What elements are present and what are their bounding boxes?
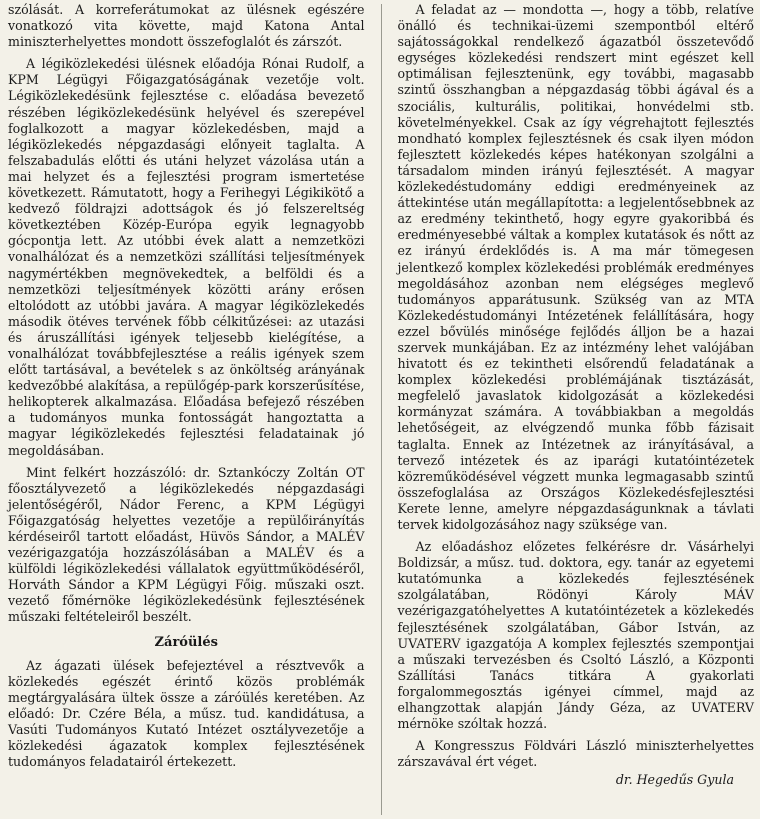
two-column-layout (8, 2, 754, 819)
paragraph-task-statement: A feladat az — mondotta —, hogy a több, relatíve önálló és technikai-üzemi szempontból eltérő sajátosságokkal rendelkező ágazatból összetevődő egységes közlekedési rendszert mint egészet kell optimálisan fejlesztenünk, egy további, magasabb szintű összhangban a népgazdaság többi ágával és a szociális, kulturális, politikai, honvédelmi stb. követelményekkel. Csak az így végrehajtott fejlesztés mondható komplex fejlesztésnek és csak ilyen módon fejlesztett közlekedés képes hatékonyan szolgálni a társadalom minden irányú fejlesztését. A magyar közlekedéstudomány eddigi eredményeinek az áttekintése után megállapította: a legjelentősebbnek az az eredmény tekinthető, hogy egyre gyakoribbá és eredményesebbé váltak a komplex kutatások és nőtt az ez irányú érdeklődés is. A ma már tömegesen jelentkező komplex közlekedési problémák eredményes megoldásához azonban nem elégséges meglevő tudományos apparátusunk. Szükség van az MTA Közlekedéstudományi Intézetének felállítására, hogy ezzel bővülés minősége fejlődés álljon be a hazai szervek munkájában. Ez az intézmény lehet valójában hivatott és ez tekintheti elsőrendű feladatának a komplex közlekedési problémájának tisztázását, megfelelő javaslatok kidolgozását a közlekedési kormányzat számára. A továbbiakban a megoldás lehetőségeit, az elvégzendő munka főbb fázisait taglalta. Ennek az Intézetnek az irányításával, a tervező intézetek és az iparági kutatóintézetek közreműködésével végzett munka legmagasabb szintű összefoglalása az Országos Közlekedésfejlesztési Kerete lenne, amelyre népgazdaságunknak a távlati tervek kidolgozásához nagy szüksége van. (397, 2, 754, 532)
author-signature: dr. Hegedűs Gyula (615, 772, 734, 788)
paragraph-air-transport-session: A légiközlekedési ülésnek előadója Rónai Rudolf, a KPM Légügyi Főigazgatóságának vezetője volt. Légiközlekedésünk fejlesztése c. előadása bevezető részében légiközlekedésünk helyével és szerepével foglalkozott a magyar közlekedésben, majd a légiközlekedés népgazdasági előnyeit taglalta. A felszabadulás előtti és utáni helyzet vázolása után a mai helyzet és a fejlesztési program ismertetése következett. Rámutatott, hogy a Ferihegyi Légikikötő a kedvező földrajzi adottságok és jó felszereltség következtében Közép-Európa egyik legnagyobb gócpontja lett. Az utóbbi évek alatt a nemzetközi vonalhálózat és a nemzetközi szállítási teljesítmények nagymértékben megnövekedtek, a belföldi és a nemzetközi teljesítmények közötti arány erősen eltolódott az utóbbi javára. A magyar légiközlekedés második ötéves tervének főbb célkitűzései: az utazási és áruszállítási igények teljesebb kielégítése, a vonalhálózat továbbfejlesztése a reális igények szem előtt tartásával, a bevételek s az önköltség arányának kedvezőbbé alakítása, a repülőgép-park korszerűsítése, helikopterek alkalmazása. Előadása befejező részében a tudományos munka fontosságát hangoztatta a magyar légiközlekedés fejlesztési feladatainak jó megoldásában. (8, 56, 365, 458)
paragraph-intro-continuation: szólását. A korreferátumokat az ülésnek egészére vonatkozó vita követte, majd Katona Antal miniszterhelyettes mondott összefoglalót és zárszót. (8, 2, 365, 50)
paragraph-discussion: Az előadáshoz előzetes felkérésre dr. Vásárhelyi Boldizsár, a műsz. tud. doktora, egy. tanár az egyetemi kutatómunka a közlekedés fejlesztésének szolgálatában, Rödönyi Károly MÁV vezérigazgatóhelyettes A kutatóintézetek a közlekedés fejlesztésének szolgálatában, Gábor István, az UVATERV igazgatója A komplex fejlesztés szempontjai a műszaki tervezésben és Csoltó László, a Központi Szállítási Tanács titkára A gyakorlati forgalommegosztás igényei címmel, majd az elhangzottak alapján Jándy Géza, az UVATERV mérnöke szóltak hozzá. (397, 539, 754, 732)
section-heading-closing-session: Záróülés (154, 634, 218, 650)
paragraph-closing-remark: A Kongresszus Földvári László miniszterhelyettes zárszavával ért véget. (397, 738, 754, 770)
right-column (398, 2, 755, 819)
paragraph-closing-session: Az ágazati ülések befejeztével a résztvevők a közlekedés egészét érintő közös problémák megtárgyalására ültek össze a záróülés keretében. Az előadó: Dr. Czére Béla, a műsz. tud. kandidátusa, a Vasúti Tudományos Kutató Intézet osztályvezetője a közlekedési ágazatok komplex fejlesztésének tudományos feladatairól értekezett. (8, 657, 365, 770)
paragraph-contributors: Mint felkért hozzászóló: dr. Sztankóczy Zoltán OT főosztályvezető a légiközlekedés népgazdasági jelentőségéről, Nádor Ferenc, a KPM Légügyi Főigazgatóság helyettes vezetője a repülőirányítás kérdéseiről tartott előadást, Hüvös Sándor, a MALÉV vezérigazgatója hozzászólásában a MALÉV és a külföldi légiközlekedési vállalatok együttműködéséről, Horváth Sándor a KPM Légügyi Főig. műszaki oszt. vezető főmérnöke légiközlekedésünk fejlesztésének műszaki feltételeiről beszélt. (8, 464, 365, 625)
left-column (8, 2, 365, 819)
column-divider (381, 4, 382, 815)
